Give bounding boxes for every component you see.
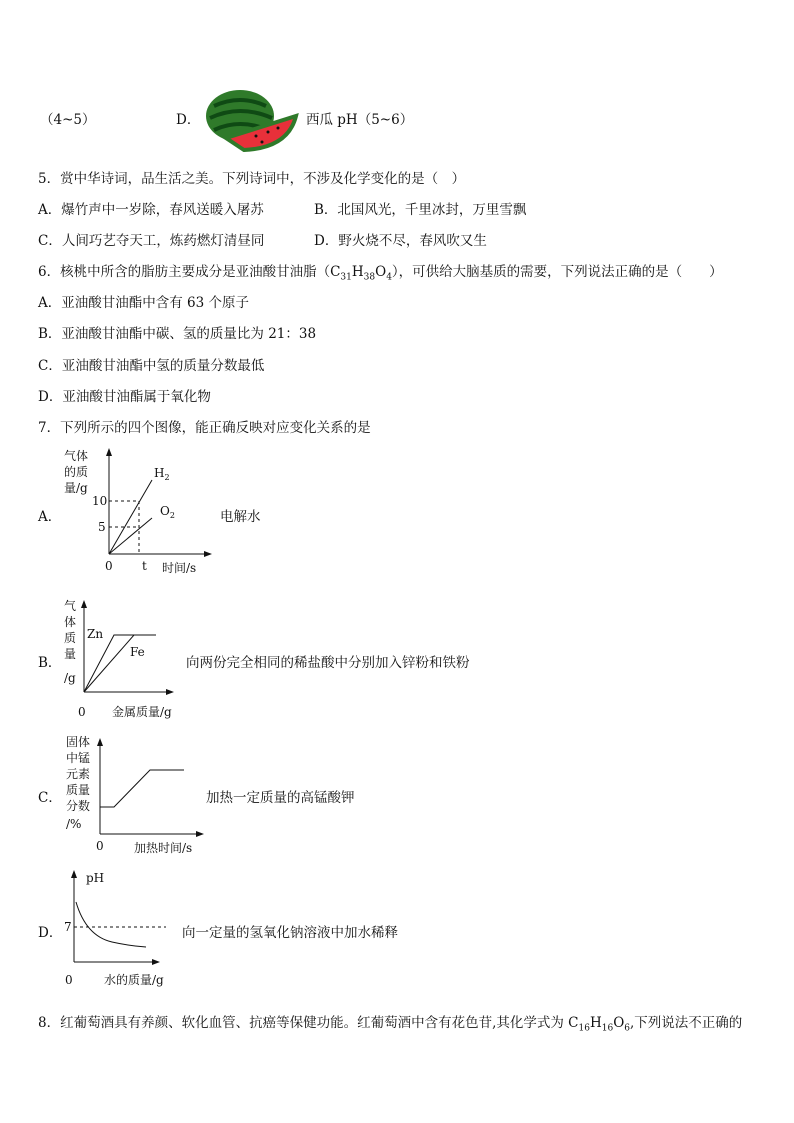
graph-b-ylabel-4: 量 [64, 647, 77, 661]
graph-c [60, 734, 210, 858]
q6-option-d: D．亚油酸甘油酯属于氧化物 [38, 389, 211, 405]
graph-b-desc: 向两份完全相同的稀盐酸中分别加入锌粉和铁粉 [186, 655, 470, 671]
q5-option-a: A．爆竹声中一岁除，春风送暖入屠苏 [38, 202, 264, 218]
graph-c-ylabel-6: /% [66, 817, 82, 831]
graph-d-tick-7: 7 [64, 920, 72, 934]
q6-option-c: C．亚油酸甘油酯中氢的质量分数最低 [38, 358, 265, 374]
graph-d-origin: 0 [65, 973, 73, 987]
q7-option-c-label: C． [38, 790, 62, 806]
q5-option-b: B．北国风光，千里冰封，万里雪飘 [314, 202, 527, 218]
graph-a-ylabel-2: 的质 [64, 465, 89, 479]
graph-a-o2-line [109, 518, 152, 554]
graph-d-ylabel: pH [86, 871, 105, 885]
graph-c-y-arrow [97, 738, 103, 746]
graph-b [60, 596, 190, 726]
graph-a-y-arrow [106, 448, 112, 456]
graph-a-h2-label: $H_2$ [154, 466, 170, 482]
graph-a-o2-label: $O_2$ [160, 504, 175, 520]
graph-c-line [100, 770, 184, 807]
graph-b-zn-label: Zn [87, 627, 104, 641]
q6-option-a: A．亚油酸甘油酯中含有 63 个原子 [38, 295, 250, 311]
graph-a-origin: 0 [105, 559, 113, 573]
graph-a-xlabel: 时间/s [162, 561, 197, 575]
graph-a-tick-t: t [142, 559, 147, 573]
graph-c-desc: 加热一定质量的高锰酸钾 [206, 790, 355, 806]
graph-a-desc: 电解水 [220, 509, 261, 525]
graph-c-ylabel-2: 中锰 [66, 751, 91, 765]
graph-a-x-arrow [204, 551, 212, 557]
graph-b-xlabel: 金属质量/g [112, 705, 172, 719]
graph-c-ylabel-3: 元素 [66, 767, 91, 781]
graph-b-zn-line [84, 635, 156, 692]
graph-d-x-arrow [152, 959, 160, 965]
q5-stem: 5．赏中华诗词，品生活之美。下列诗词中，不涉及化学变化的是（ ） [38, 171, 466, 187]
graph-a-tick-10: 10 [92, 494, 108, 508]
graph-b-origin: 0 [78, 705, 86, 719]
graph-b-fe-label: Fe [130, 645, 145, 659]
q7-option-b-label: B． [38, 655, 62, 671]
graph-a-ylabel-1: 气体 [64, 449, 89, 463]
graph-b-ylabel-2: 体 [64, 615, 77, 629]
prev-option-ph: （4~5） [40, 112, 96, 128]
q5-option-c: C．人间巧艺夺天工，炼药燃灯清昼同 [38, 233, 265, 249]
graph-b-x-arrow [166, 689, 174, 695]
graph-b-ylabel-1: 气 [64, 599, 77, 613]
watermelon-image [204, 86, 300, 154]
graph-a-tick-5: 5 [98, 520, 106, 534]
graph-d-xlabel: 水的质量/g [104, 973, 164, 987]
q7-stem: 7．下列所示的四个图像，能正确反映对应变化关系的是 [38, 420, 371, 436]
q7-option-a-label: A． [38, 509, 62, 525]
graph-d [60, 866, 180, 990]
graph-c-ylabel-1: 固体 [66, 735, 91, 749]
graph-c-ylabel-4: 质量 [66, 783, 91, 797]
graph-d-curve [76, 902, 146, 947]
option-d-label: D． [176, 112, 201, 128]
graph-b-ylabel-3: 质 [64, 631, 77, 645]
graph-c-ylabel-5: 分数 [66, 799, 91, 813]
q5-option-d: D．野火烧不尽，春风吹又生 [314, 233, 487, 249]
graph-a-ylabel-3: 量/g [64, 481, 88, 495]
q7-option-d-label: D． [38, 925, 63, 941]
graph-d-y-arrow [71, 870, 77, 878]
graph-a [60, 446, 220, 578]
q6-stem: 6．核桃中所含的脂肪主要成分是亚油酸甘油脂$(C_{31}H_{38}O_4)$，可供给大脑基质的需要，下列说法正确的是（ ） [38, 264, 723, 283]
graph-c-xlabel: 加热时间/s [134, 841, 193, 855]
graph-a-h2-line [109, 480, 152, 554]
option-d-text: 西瓜 pH（5~6） [306, 112, 414, 128]
q8-stem: 8．红葡萄酒具有养颜、软化血管、抗癌等保健功能。红葡萄酒中含有花色苷,其化学式为 $C_{16}H_{16}O_6$,下列说法不正确的 [38, 1015, 743, 1034]
graph-b-y-arrow [81, 600, 87, 608]
graph-d-desc: 向一定量的氢氧化钠溶液中加水稀释 [182, 925, 398, 941]
graph-b-ylabel-5: /g [64, 671, 76, 685]
graph-c-origin: 0 [96, 839, 104, 853]
graph-c-x-arrow [196, 831, 204, 837]
q6-option-b: B．亚油酸甘油酯中碳、氢的质量比为 21：38 [38, 326, 317, 342]
